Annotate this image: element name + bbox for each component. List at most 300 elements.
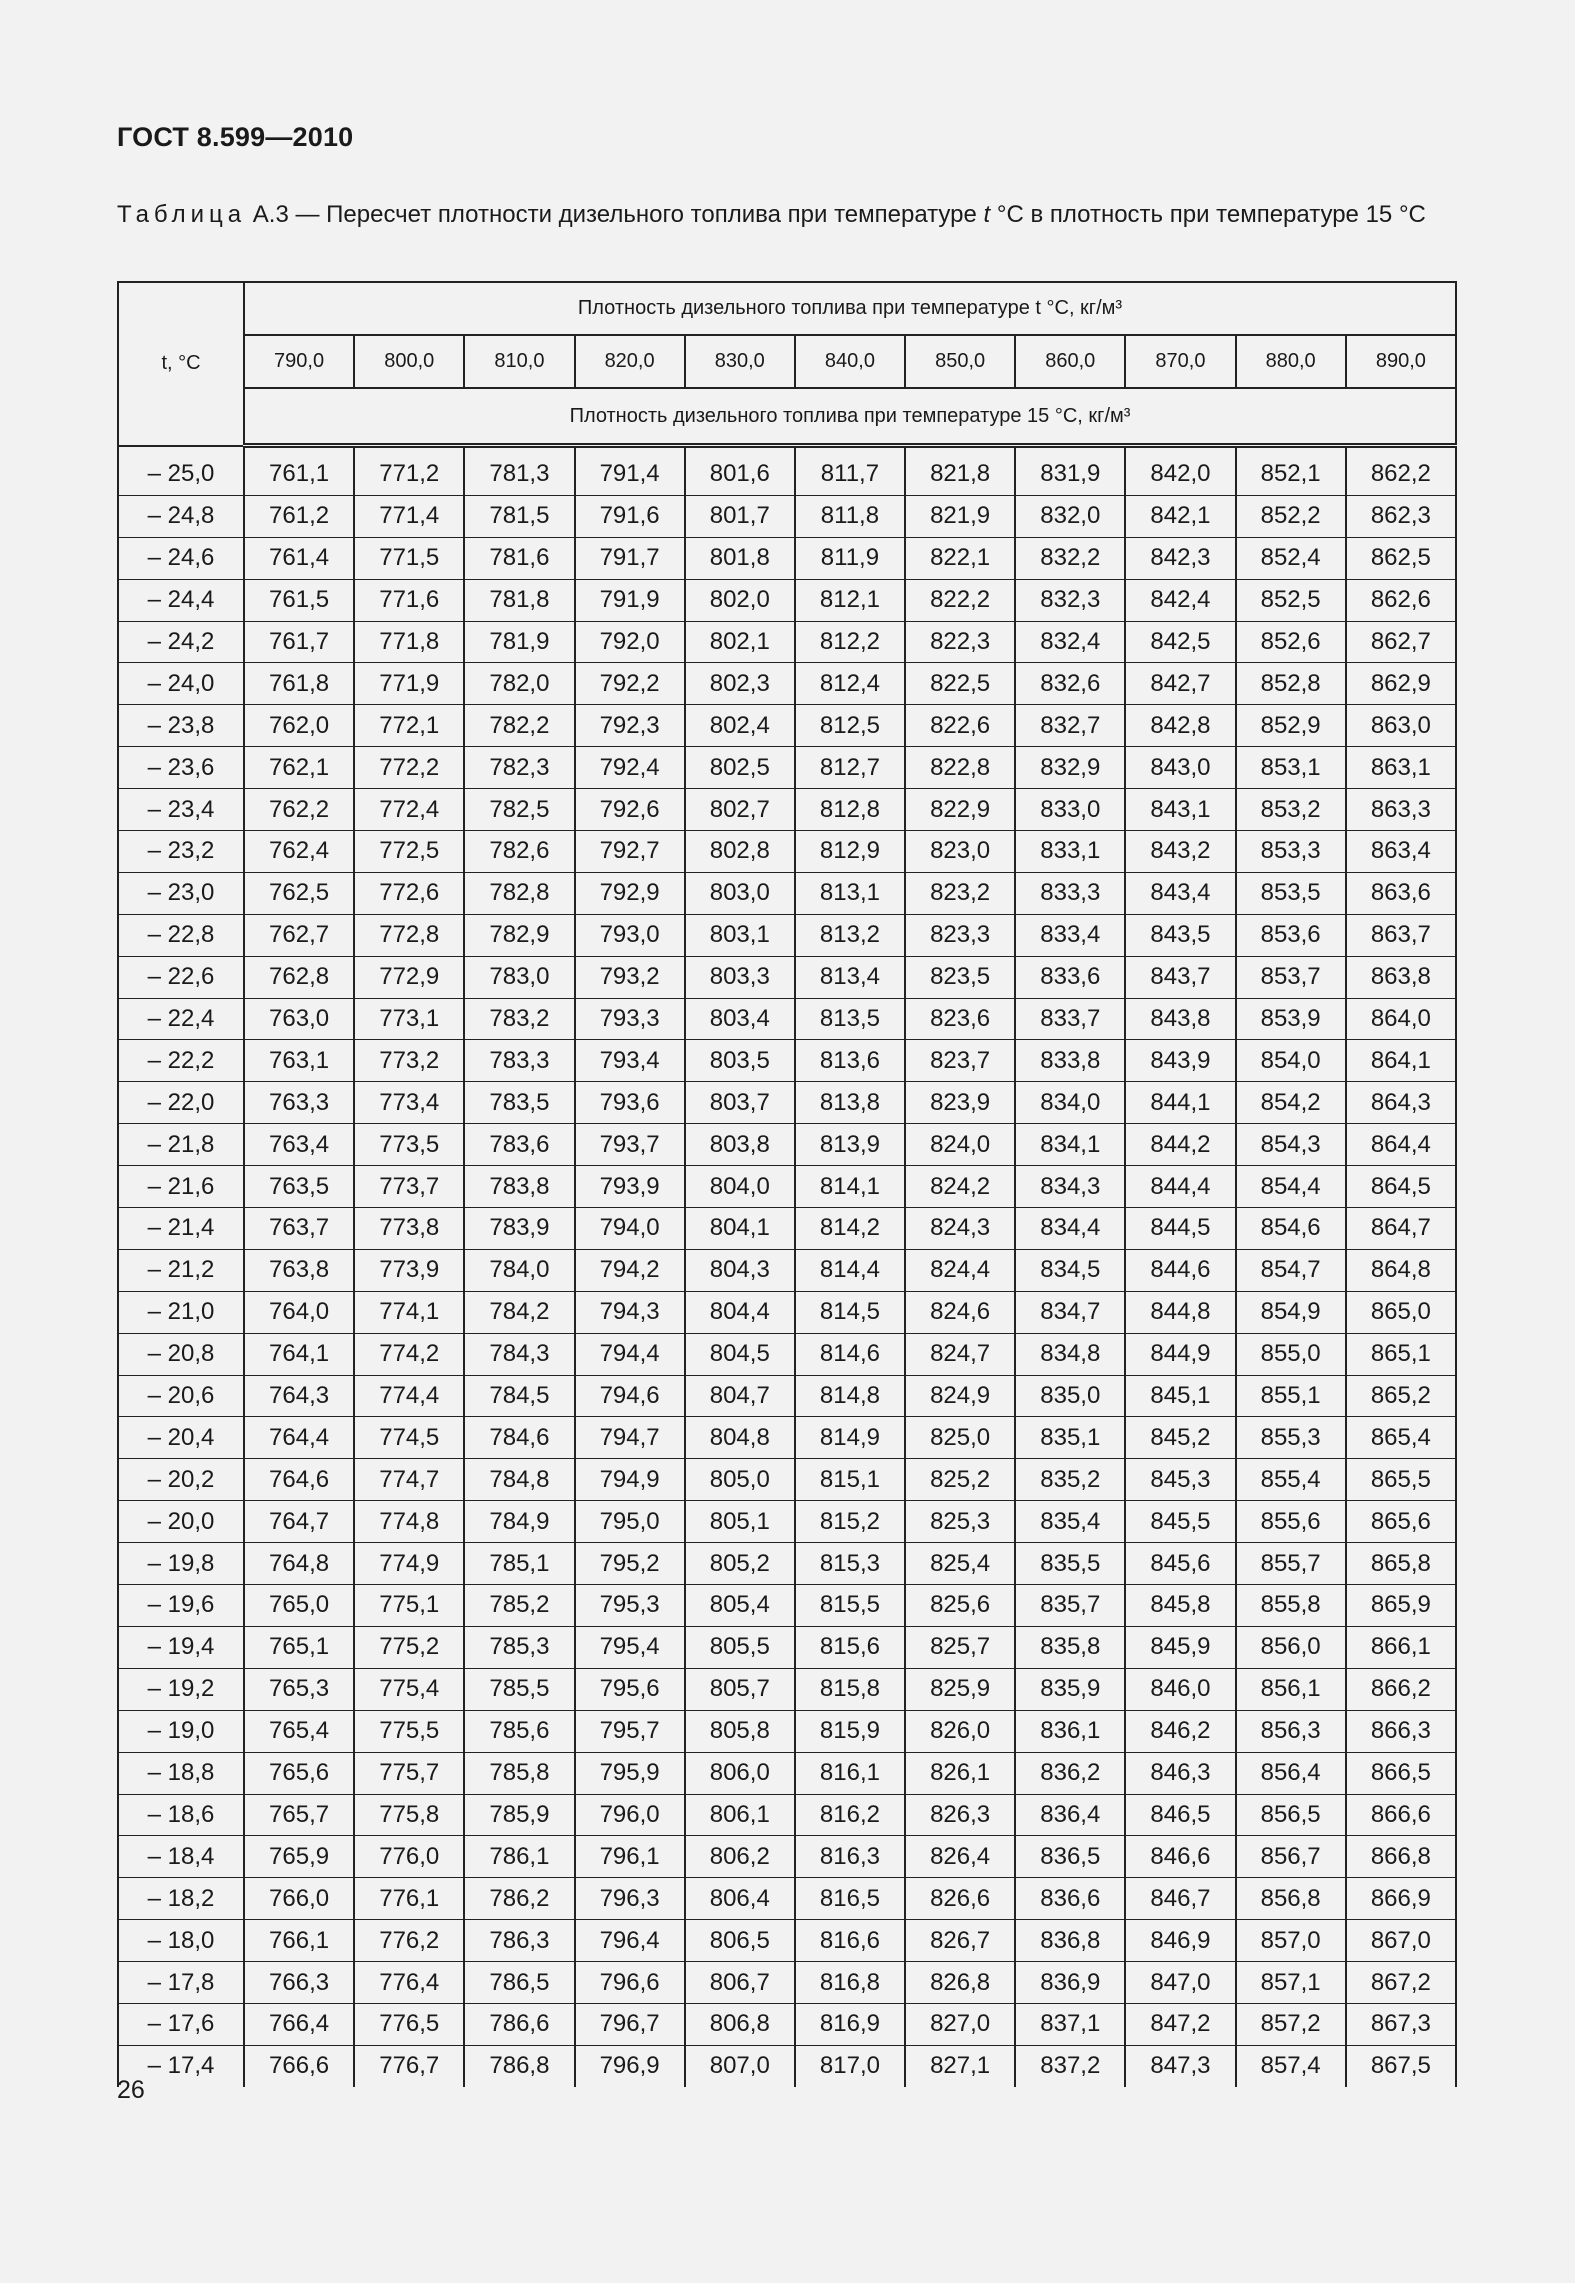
density-cell: 795,7 (575, 1710, 685, 1752)
density-cell: 842,3 (1125, 537, 1235, 579)
density-cell: 801,7 (685, 495, 795, 537)
density-cell: 795,0 (575, 1501, 685, 1543)
density-cell: 804,1 (685, 1208, 795, 1250)
table-row (118, 1710, 1456, 1752)
density-cell: 774,9 (354, 1543, 464, 1585)
density-cell: 826,0 (905, 1710, 1015, 1752)
temperature-cell: – 23,0 (118, 872, 244, 914)
density-cell: 835,1 (1015, 1417, 1125, 1459)
table-row (118, 579, 1456, 621)
density-cell: 793,2 (575, 956, 685, 998)
density-cell: 795,4 (575, 1626, 685, 1668)
density-cell: 831,9 (1015, 446, 1125, 496)
table-row (118, 1333, 1456, 1375)
table-caption (117, 198, 1457, 231)
density-cell: 867,0 (1346, 1920, 1456, 1962)
density-cell: 852,4 (1236, 537, 1346, 579)
density-cell: 764,0 (244, 1291, 354, 1333)
density-cell: 825,4 (905, 1543, 1015, 1585)
density-cell: 843,7 (1125, 956, 1235, 998)
density-cell: 835,5 (1015, 1543, 1125, 1585)
density-cell: 824,0 (905, 1124, 1015, 1166)
temperature-cell: – 20,0 (118, 1501, 244, 1543)
density-cell: 864,8 (1346, 1249, 1456, 1291)
density-cell: 763,1 (244, 1040, 354, 1082)
header-density-at-t: Плотность дизельного топлива при температуре t °С, кг/м³ (244, 282, 1456, 335)
density-cell: 814,8 (795, 1375, 905, 1417)
density-cell: 824,3 (905, 1208, 1015, 1250)
density-cell: 814,4 (795, 1249, 905, 1291)
density-cell: 794,0 (575, 1208, 685, 1250)
density-cell: 761,7 (244, 621, 354, 663)
density-cell: 772,8 (354, 914, 464, 956)
density-cell: 836,6 (1015, 1878, 1125, 1920)
density-cell: 814,9 (795, 1417, 905, 1459)
density-cell: 764,3 (244, 1375, 354, 1417)
temperature-cell: – 24,8 (118, 495, 244, 537)
density-cell: 795,6 (575, 1668, 685, 1710)
density-cell: 826,6 (905, 1878, 1015, 1920)
density-cell: 792,4 (575, 747, 685, 789)
column-header: 800,0 (354, 335, 464, 388)
density-cell: 843,0 (1125, 747, 1235, 789)
density-cell: 853,7 (1236, 956, 1346, 998)
density-cell: 784,6 (464, 1417, 574, 1459)
density-cell: 825,3 (905, 1501, 1015, 1543)
density-cell: 852,9 (1236, 705, 1346, 747)
density-cell: 817,0 (795, 2045, 905, 2086)
density-cell: 772,1 (354, 705, 464, 747)
density-cell: 854,3 (1236, 1124, 1346, 1166)
density-cell: 772,6 (354, 872, 464, 914)
caption-label: А.3 (252, 201, 289, 228)
density-cell: 771,4 (354, 495, 464, 537)
density-cell: 806,2 (685, 1836, 795, 1878)
density-cell: 812,2 (795, 621, 905, 663)
density-cell: 764,8 (244, 1543, 354, 1585)
temperature-cell: – 17,8 (118, 1962, 244, 2004)
temperature-cell: – 18,2 (118, 1878, 244, 1920)
density-cell: 852,5 (1236, 579, 1346, 621)
density-cell: 843,5 (1125, 914, 1235, 956)
temperature-cell: – 21,6 (118, 1166, 244, 1208)
table-row (118, 998, 1456, 1040)
density-cell: 834,7 (1015, 1291, 1125, 1333)
density-cell: 786,6 (464, 2003, 574, 2045)
density-cell: 807,0 (685, 2045, 795, 2086)
density-cell: 816,3 (795, 1836, 905, 1878)
column-header: 790,0 (244, 335, 354, 388)
table-row (118, 831, 1456, 873)
density-cell: 835,0 (1015, 1375, 1125, 1417)
table-row (118, 914, 1456, 956)
density-cell: 806,4 (685, 1878, 795, 1920)
density-cell: 854,0 (1236, 1040, 1346, 1082)
document-standard-id: ГОСТ 8.599—2010 (117, 122, 354, 152)
temperature-cell: – 17,4 (118, 2045, 244, 2086)
temperature-cell: – 22,2 (118, 1040, 244, 1082)
density-cell: 811,9 (795, 537, 905, 579)
density-cell: 776,4 (354, 1962, 464, 2004)
column-header: 870,0 (1125, 335, 1235, 388)
density-cell: 847,2 (1125, 2003, 1235, 2045)
density-cell: 813,2 (795, 914, 905, 956)
density-cell: 815,6 (795, 1626, 905, 1668)
density-cell: 805,7 (685, 1668, 795, 1710)
density-cell: 794,9 (575, 1459, 685, 1501)
density-cell: 764,1 (244, 1333, 354, 1375)
density-cell: 835,4 (1015, 1501, 1125, 1543)
density-cell: 776,7 (354, 2045, 464, 2086)
density-cell: 816,5 (795, 1878, 905, 1920)
table-row (118, 1585, 1456, 1627)
density-cell: 784,9 (464, 1501, 574, 1543)
density-cell: 803,7 (685, 1082, 795, 1124)
density-cell: 854,4 (1236, 1166, 1346, 1208)
density-cell: 862,9 (1346, 663, 1456, 705)
density-cell: 863,7 (1346, 914, 1456, 956)
density-cell: 775,5 (354, 1710, 464, 1752)
column-header: 850,0 (905, 335, 1015, 388)
temperature-cell: – 21,0 (118, 1291, 244, 1333)
temperature-cell: – 20,2 (118, 1459, 244, 1501)
density-cell: 832,9 (1015, 747, 1125, 789)
density-cell: 804,5 (685, 1333, 795, 1375)
density-cell: 803,4 (685, 998, 795, 1040)
density-cell: 765,0 (244, 1585, 354, 1627)
header-density-at-15: Плотность дизельного топлива при температуре 15 °С, кг/м³ (244, 388, 1456, 446)
density-cell: 796,7 (575, 2003, 685, 2045)
density-cell: 815,9 (795, 1710, 905, 1752)
density-cell: 773,2 (354, 1040, 464, 1082)
density-cell: 766,3 (244, 1962, 354, 2004)
density-cell: 823,5 (905, 956, 1015, 998)
density-cell: 854,7 (1236, 1249, 1346, 1291)
density-cell: 792,7 (575, 831, 685, 873)
density-cell: 856,5 (1236, 1794, 1346, 1836)
density-cell: 815,5 (795, 1585, 905, 1627)
density-cell: 765,3 (244, 1668, 354, 1710)
density-cell: 792,0 (575, 621, 685, 663)
density-cell: 782,8 (464, 872, 574, 914)
temperature-cell: – 19,0 (118, 1710, 244, 1752)
density-cell: 827,1 (905, 2045, 1015, 2086)
density-cell: 814,2 (795, 1208, 905, 1250)
temperature-cell: – 22,4 (118, 998, 244, 1040)
density-cell: 764,7 (244, 1501, 354, 1543)
density-cell: 794,3 (575, 1291, 685, 1333)
density-cell: 765,6 (244, 1752, 354, 1794)
density-cell: 772,9 (354, 956, 464, 998)
density-cell: 866,1 (1346, 1626, 1456, 1668)
density-cell: 782,9 (464, 914, 574, 956)
density-cell: 832,4 (1015, 621, 1125, 663)
table-row (118, 1166, 1456, 1208)
column-header: 880,0 (1236, 335, 1346, 388)
density-cell: 785,6 (464, 1710, 574, 1752)
density-cell: 822,6 (905, 705, 1015, 747)
density-cell: 794,2 (575, 1249, 685, 1291)
temperature-cell: – 18,4 (118, 1836, 244, 1878)
density-cell: 806,1 (685, 1794, 795, 1836)
density-cell: 822,9 (905, 789, 1015, 831)
density-cell: 801,6 (685, 446, 795, 496)
density-cell: 765,4 (244, 1710, 354, 1752)
density-cell: 862,5 (1346, 537, 1456, 579)
density-cell: 842,5 (1125, 621, 1235, 663)
density-conversion-table (117, 281, 1457, 2087)
density-cell: 781,6 (464, 537, 574, 579)
density-cell: 813,8 (795, 1082, 905, 1124)
density-cell: 824,6 (905, 1291, 1015, 1333)
density-cell: 864,7 (1346, 1208, 1456, 1250)
density-cell: 785,9 (464, 1794, 574, 1836)
density-cell: 857,4 (1236, 2045, 1346, 2086)
density-cell: 847,0 (1125, 1962, 1235, 2004)
density-cell: 765,9 (244, 1836, 354, 1878)
density-cell: 773,5 (354, 1124, 464, 1166)
density-cell: 866,9 (1346, 1878, 1456, 1920)
density-cell: 836,4 (1015, 1794, 1125, 1836)
density-cell: 794,7 (575, 1417, 685, 1459)
density-cell: 796,3 (575, 1878, 685, 1920)
density-cell: 795,9 (575, 1752, 685, 1794)
density-cell: 865,0 (1346, 1291, 1456, 1333)
density-cell: 793,7 (575, 1124, 685, 1166)
density-cell: 775,7 (354, 1752, 464, 1794)
table-row (118, 789, 1456, 831)
density-cell: 785,2 (464, 1585, 574, 1627)
density-cell: 792,3 (575, 705, 685, 747)
density-cell: 826,3 (905, 1794, 1015, 1836)
density-cell: 822,1 (905, 537, 1015, 579)
density-cell: 833,3 (1015, 872, 1125, 914)
density-cell: 782,0 (464, 663, 574, 705)
density-cell: 864,3 (1346, 1082, 1456, 1124)
table-row (118, 1208, 1456, 1250)
table-row (118, 1543, 1456, 1585)
density-cell: 835,7 (1015, 1585, 1125, 1627)
density-cell: 774,7 (354, 1459, 464, 1501)
density-cell: 783,2 (464, 998, 574, 1040)
temperature-cell: – 17,6 (118, 2003, 244, 2045)
temperature-cell: – 24,4 (118, 579, 244, 621)
density-cell: 784,3 (464, 1333, 574, 1375)
density-cell: 763,5 (244, 1166, 354, 1208)
density-cell: 805,2 (685, 1543, 795, 1585)
density-cell: 776,0 (354, 1836, 464, 1878)
density-cell: 824,4 (905, 1249, 1015, 1291)
density-cell: 856,4 (1236, 1752, 1346, 1794)
density-cell: 775,2 (354, 1626, 464, 1668)
temperature-cell: – 19,6 (118, 1585, 244, 1627)
column-header: 830,0 (685, 335, 795, 388)
density-cell: 844,4 (1125, 1166, 1235, 1208)
density-cell: 846,0 (1125, 1668, 1235, 1710)
table-row (118, 1040, 1456, 1082)
density-cell: 867,3 (1346, 2003, 1456, 2045)
density-cell: 845,6 (1125, 1543, 1235, 1585)
density-cell: 766,1 (244, 1920, 354, 1962)
density-cell: 845,3 (1125, 1459, 1235, 1501)
density-cell: 854,6 (1236, 1208, 1346, 1250)
temperature-cell: – 18,6 (118, 1794, 244, 1836)
density-cell: 813,4 (795, 956, 905, 998)
density-cell: 773,8 (354, 1208, 464, 1250)
density-cell: 794,6 (575, 1375, 685, 1417)
density-cell: 836,8 (1015, 1920, 1125, 1962)
density-cell: 781,3 (464, 446, 574, 496)
density-cell: 866,5 (1346, 1752, 1456, 1794)
density-cell: 824,7 (905, 1333, 1015, 1375)
column-header: 840,0 (795, 335, 905, 388)
density-cell: 852,6 (1236, 621, 1346, 663)
density-cell: 785,1 (464, 1543, 574, 1585)
density-cell: 796,0 (575, 1794, 685, 1836)
table-row (118, 2045, 1456, 2086)
density-cell: 832,2 (1015, 537, 1125, 579)
density-cell: 823,7 (905, 1040, 1015, 1082)
density-cell: 784,0 (464, 1249, 574, 1291)
density-cell: 842,0 (1125, 446, 1235, 496)
density-cell: 773,9 (354, 1249, 464, 1291)
density-cell: 852,8 (1236, 663, 1346, 705)
density-cell: 814,1 (795, 1166, 905, 1208)
density-cell: 765,1 (244, 1626, 354, 1668)
density-cell: 866,2 (1346, 1668, 1456, 1710)
density-cell: 857,0 (1236, 1920, 1346, 1962)
density-cell: 826,8 (905, 1962, 1015, 2004)
density-cell: 823,3 (905, 914, 1015, 956)
density-cell: 783,9 (464, 1208, 574, 1250)
density-cell: 862,7 (1346, 621, 1456, 663)
density-cell: 863,0 (1346, 705, 1456, 747)
density-cell: 843,1 (1125, 789, 1235, 831)
density-cell: 771,9 (354, 663, 464, 705)
temperature-cell: – 20,8 (118, 1333, 244, 1375)
temperature-cell: – 23,8 (118, 705, 244, 747)
density-cell: 793,4 (575, 1040, 685, 1082)
density-cell: 856,8 (1236, 1878, 1346, 1920)
density-cell: 793,0 (575, 914, 685, 956)
temperature-cell: – 19,8 (118, 1543, 244, 1585)
density-cell: 782,2 (464, 705, 574, 747)
density-cell: 837,1 (1015, 2003, 1125, 2045)
density-cell: 854,2 (1236, 1082, 1346, 1124)
density-cell: 843,8 (1125, 998, 1235, 1040)
table-row (118, 1459, 1456, 1501)
temperature-cell: – 21,2 (118, 1249, 244, 1291)
density-cell: 822,8 (905, 747, 1015, 789)
density-cell: 814,6 (795, 1333, 905, 1375)
density-cell: 847,3 (1125, 2045, 1235, 2086)
density-cell: 833,8 (1015, 1040, 1125, 1082)
density-cell: 844,6 (1125, 1249, 1235, 1291)
density-cell: 845,5 (1125, 1501, 1235, 1543)
density-cell: 794,4 (575, 1333, 685, 1375)
density-cell: 783,6 (464, 1124, 574, 1166)
table-row (118, 1291, 1456, 1333)
density-cell: 856,3 (1236, 1710, 1346, 1752)
density-cell: 796,1 (575, 1836, 685, 1878)
density-cell: 865,2 (1346, 1375, 1456, 1417)
density-cell: 826,4 (905, 1836, 1015, 1878)
density-cell: 792,9 (575, 872, 685, 914)
table-row (118, 705, 1456, 747)
density-cell: 803,5 (685, 1040, 795, 1082)
density-cell: 866,3 (1346, 1710, 1456, 1752)
density-cell: 835,8 (1015, 1626, 1125, 1668)
density-cell: 773,1 (354, 998, 464, 1040)
density-cell: 862,6 (1346, 579, 1456, 621)
density-cell: 805,8 (685, 1710, 795, 1752)
table-row (118, 956, 1456, 998)
density-cell: 782,6 (464, 831, 574, 873)
density-cell: 785,3 (464, 1626, 574, 1668)
density-cell: 842,4 (1125, 579, 1235, 621)
density-cell: 865,9 (1346, 1585, 1456, 1627)
density-cell: 786,2 (464, 1878, 574, 1920)
density-cell: 865,8 (1346, 1543, 1456, 1585)
column-header: 810,0 (464, 335, 574, 388)
density-cell: 844,2 (1125, 1124, 1235, 1166)
density-cell: 863,3 (1346, 789, 1456, 831)
density-cell: 804,3 (685, 1249, 795, 1291)
density-cell: 845,1 (1125, 1375, 1235, 1417)
temperature-cell: – 19,4 (118, 1626, 244, 1668)
density-cell: 835,9 (1015, 1668, 1125, 1710)
table-row (118, 621, 1456, 663)
density-cell: 812,1 (795, 579, 905, 621)
table-row (118, 1836, 1456, 1878)
temperature-cell: – 20,6 (118, 1375, 244, 1417)
density-cell: 842,7 (1125, 663, 1235, 705)
density-cell: 761,5 (244, 579, 354, 621)
density-cell: 804,8 (685, 1417, 795, 1459)
density-cell: 781,8 (464, 579, 574, 621)
density-cell: 761,4 (244, 537, 354, 579)
density-cell: 855,6 (1236, 1501, 1346, 1543)
density-cell: 795,3 (575, 1585, 685, 1627)
density-cell: 774,1 (354, 1291, 464, 1333)
table-row (118, 1626, 1456, 1668)
density-cell: 795,2 (575, 1543, 685, 1585)
density-cell: 822,5 (905, 663, 1015, 705)
density-cell: 832,0 (1015, 495, 1125, 537)
density-cell: 856,1 (1236, 1668, 1346, 1710)
density-cell: 845,8 (1125, 1585, 1235, 1627)
density-cell: 836,1 (1015, 1710, 1125, 1752)
density-cell: 805,5 (685, 1626, 795, 1668)
density-cell: 766,0 (244, 1878, 354, 1920)
density-cell: 812,4 (795, 663, 905, 705)
density-cell: 783,0 (464, 956, 574, 998)
density-cell: 786,3 (464, 1920, 574, 1962)
density-cell: 816,1 (795, 1752, 905, 1794)
density-cell: 816,9 (795, 2003, 905, 2045)
density-cell: 784,8 (464, 1459, 574, 1501)
density-cell: 802,5 (685, 747, 795, 789)
density-cell: 813,6 (795, 1040, 905, 1082)
density-cell: 782,5 (464, 789, 574, 831)
temperature-cell: – 24,6 (118, 537, 244, 579)
density-cell: 811,7 (795, 446, 905, 496)
density-cell: 812,7 (795, 747, 905, 789)
density-cell: 805,0 (685, 1459, 795, 1501)
density-cell: 803,0 (685, 872, 795, 914)
density-cell: 825,0 (905, 1417, 1015, 1459)
table-row (118, 537, 1456, 579)
